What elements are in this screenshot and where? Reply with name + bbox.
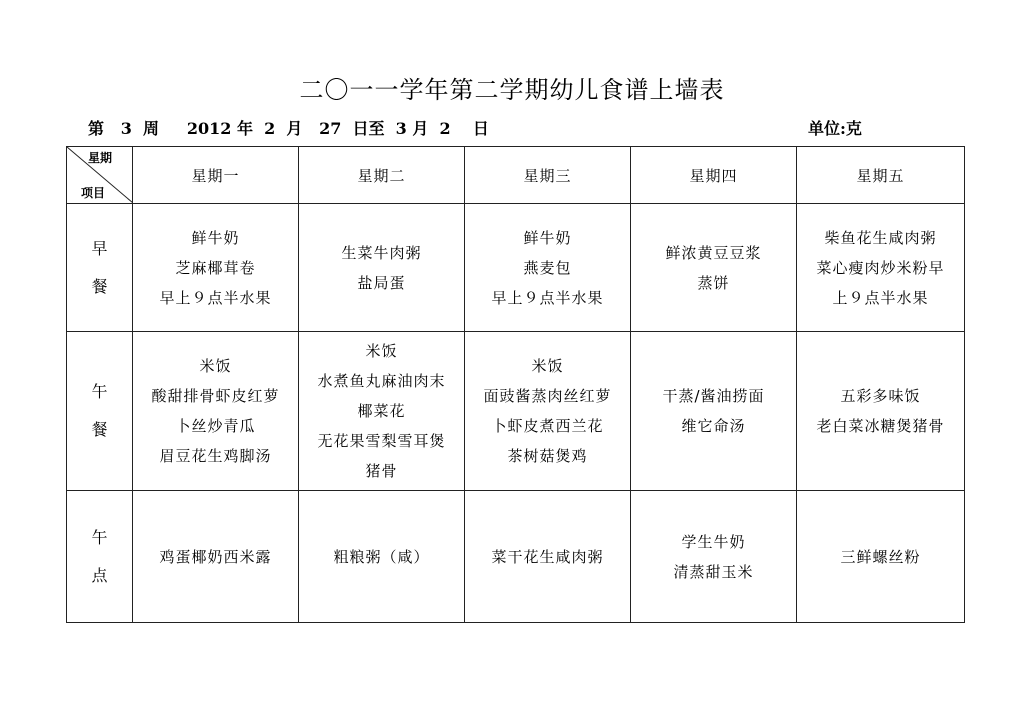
dish-cell: 粗粮粥（咸） — [299, 491, 465, 623]
dish-cell: 米饭 水煮鱼丸麻油肉末 椰菜花 无花果雪梨雪耳煲 猪骨 — [299, 332, 465, 491]
day-header-friday: 星期五 — [797, 147, 965, 204]
meal-label-lunch: 午 餐 — [67, 332, 133, 491]
dish-cell: 五彩多味饭 老白菜冰糖煲猪骨 — [797, 332, 965, 491]
day-header-thursday: 星期四 — [631, 147, 797, 204]
lunch-row — [67, 332, 965, 491]
unit-label: 单位:克 — [808, 119, 862, 138]
date-line — [88, 116, 888, 138]
meal-label-breakfast: 早 餐 — [67, 204, 133, 332]
week-range: 第 3 周 2012 年 2 月 27 日至 3 月 2 日 — [88, 119, 489, 138]
dish-cell: 三鲜螺丝粉 — [797, 491, 965, 623]
corner-weekday-label: 星期 — [87, 151, 112, 165]
page-title: 二〇一一学年第二学期幼儿食谱上墙表 — [299, 76, 725, 104]
corner-item-label: 项目 — [81, 186, 106, 200]
meal-label-snack: 午 点 — [67, 491, 133, 623]
dish-cell: 菜干花生咸肉粥 — [465, 491, 631, 623]
dish-cell: 干蒸/酱油捞面 维它命汤 — [631, 332, 797, 491]
corner-cell — [67, 147, 133, 204]
dish-cell: 生菜牛肉粥 盐局蛋 — [299, 204, 465, 332]
dish-cell: 鲜牛奶 燕麦包 早上９点半水果 — [465, 204, 631, 332]
day-header-tuesday: 星期二 — [299, 147, 465, 204]
dish-cell: 鲜牛奶 芝麻椰茸卷 早上９点半水果 — [133, 204, 299, 332]
header-row — [67, 147, 965, 204]
snack-row — [67, 491, 965, 623]
day-header-wednesday: 星期三 — [465, 147, 631, 204]
menu-table — [66, 146, 965, 623]
dish-cell: 鲜浓黄豆豆浆 蒸饼 — [631, 204, 797, 332]
dish-cell: 学生牛奶 清蒸甜玉米 — [631, 491, 797, 623]
day-header-monday: 星期一 — [133, 147, 299, 204]
breakfast-row — [67, 204, 965, 332]
dish-cell: 米饭 酸甜排骨虾皮红萝 卜丝炒青瓜 眉豆花生鸡脚汤 — [133, 332, 299, 491]
dish-cell: 柴鱼花生咸肉粥 菜心瘦肉炒米粉早 上９点半水果 — [797, 204, 965, 332]
dish-cell: 鸡蛋椰奶西米露 — [133, 491, 299, 623]
dish-cell: 米饭 面豉酱蒸肉丝红萝 卜虾皮煮西兰花 茶树菇煲鸡 — [465, 332, 631, 491]
